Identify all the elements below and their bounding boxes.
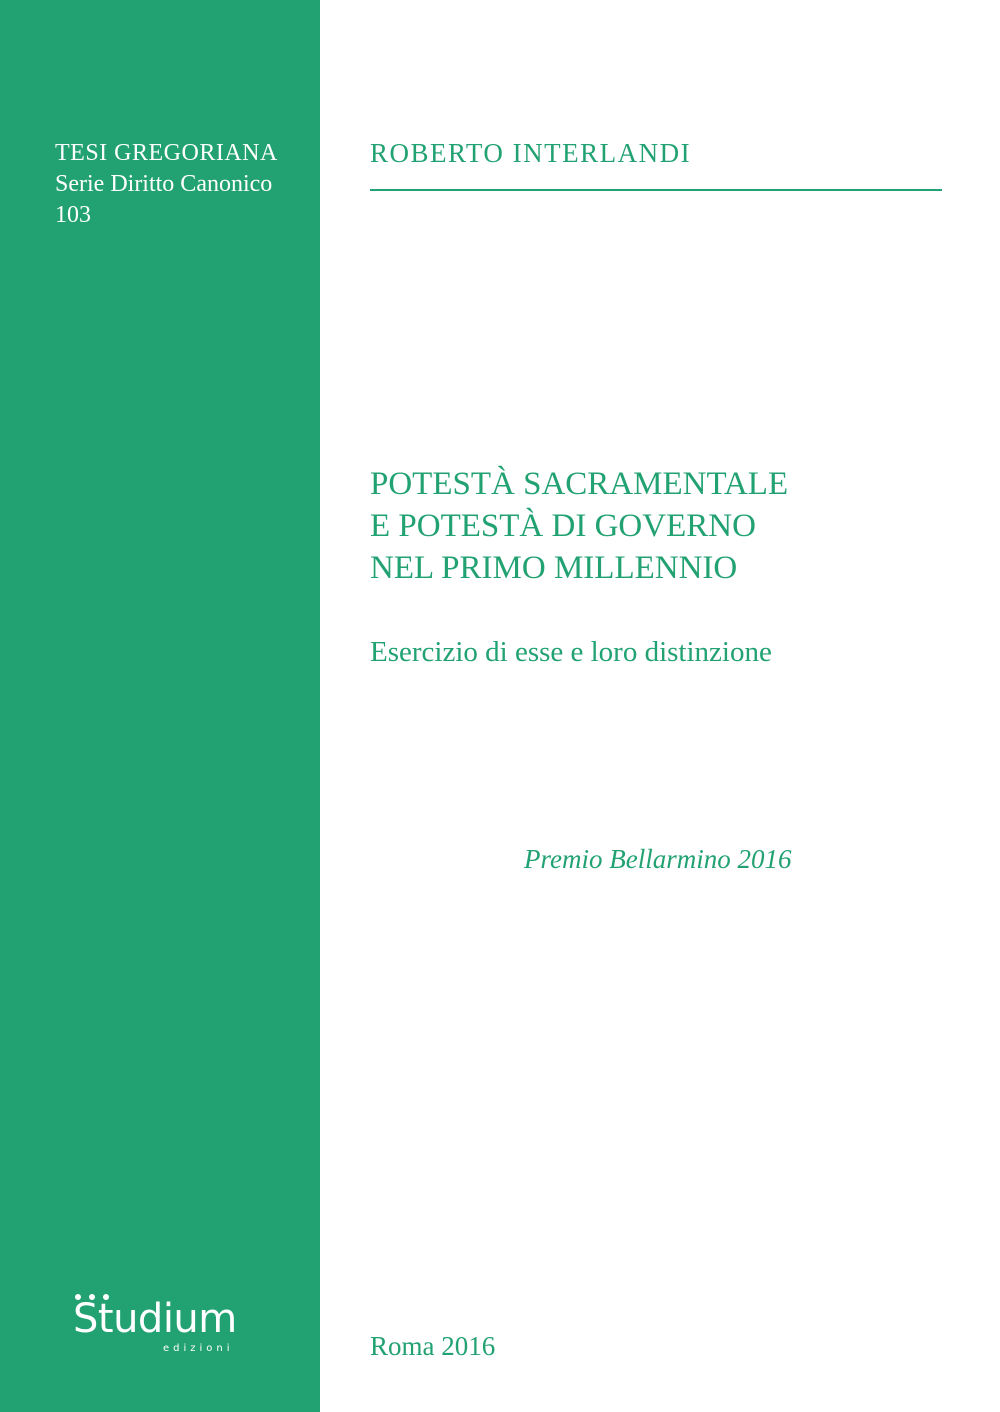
publisher-logo: [73, 1287, 248, 1367]
title-line: NEL PRIMO MILLENNIO: [370, 550, 738, 586]
logo-dots-icon: [75, 1287, 117, 1295]
title-line: E POTESTÀ DI GOVERNO: [370, 508, 756, 544]
series-name: TESI GREGORIANA: [55, 140, 278, 166]
book-title: [370, 463, 788, 589]
series-number: 103: [55, 202, 91, 228]
green-side-band: [0, 0, 320, 1412]
series-subseries: Serie Diritto Canonico: [55, 171, 273, 197]
title-line: POTESTÀ SACRAMENTALE: [370, 466, 789, 502]
place-year: Roma 2016: [370, 1331, 496, 1361]
series-block: [55, 138, 278, 231]
publisher-name: Studium: [73, 1296, 237, 1342]
author-divider: [370, 189, 942, 191]
prize-line: Premio Bellarmino 2016: [524, 844, 792, 874]
publisher-sub: edizioni: [163, 1343, 234, 1354]
book-subtitle: Esercizio di esse e loro distinzione: [370, 636, 772, 668]
author-name: ROBERTO INTERLANDI: [370, 138, 692, 168]
